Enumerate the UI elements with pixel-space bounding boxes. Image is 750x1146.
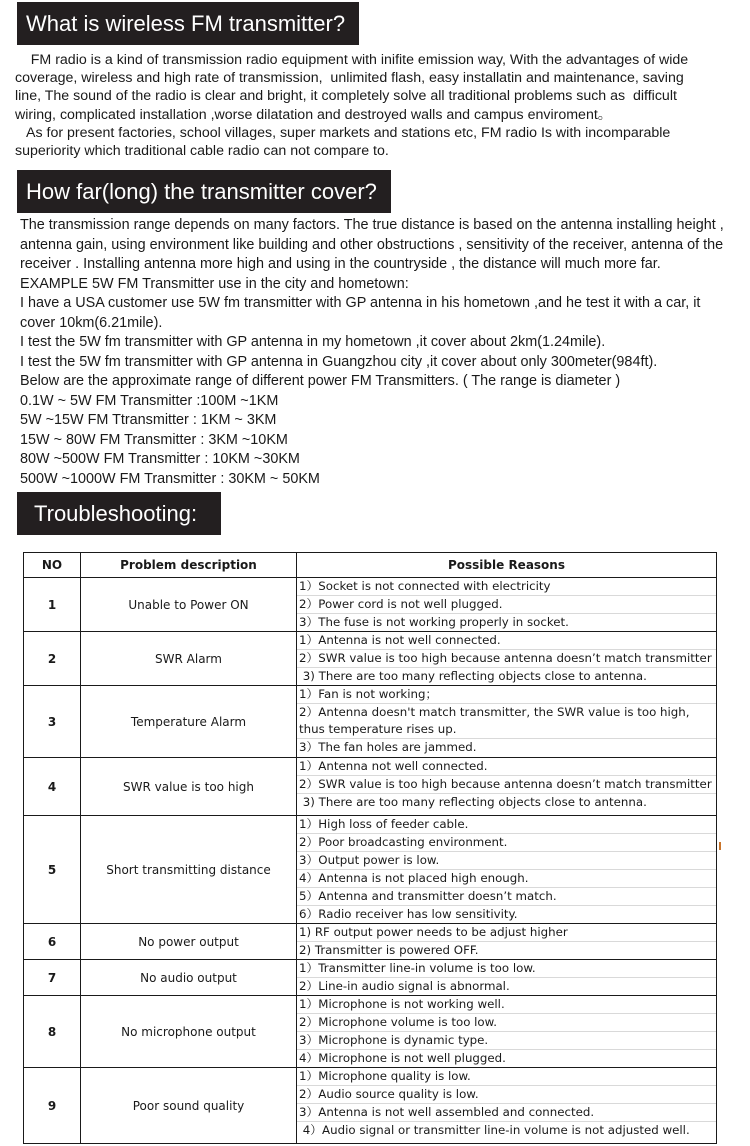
row-number: 2 bbox=[24, 632, 81, 686]
text-line: Below are the approximate range of different power FM Transmitters. ( The range is diameter ) bbox=[20, 373, 621, 389]
possible-reasons bbox=[297, 996, 717, 1068]
problem-description: No power output bbox=[81, 924, 297, 960]
table-row bbox=[24, 996, 717, 1068]
reason-item: 2）SWR value is too high because antenna doesn’t match transmitter bbox=[297, 776, 716, 794]
reason-item: 2）Power cord is not well plugged. bbox=[297, 596, 716, 614]
reason-item: 3) There are too many reflecting objects close to antenna. bbox=[299, 669, 647, 683]
reason-item: 4）Audio signal or transmitter line-in volume is not adjusted well. bbox=[299, 1123, 690, 1137]
stray-mark bbox=[719, 842, 721, 850]
text-line: The transmission range depends on many factors. The true distance is based on the antenna installing height , bbox=[20, 217, 724, 233]
text-line: wiring, complicated installation ,worse dilatation and destroyed walls and campus enviroment。 bbox=[15, 106, 612, 123]
text-line: antenna gain, using environment like building and other obstructions , sensitivity of the receiver, antenna of the bbox=[20, 236, 724, 253]
reason-item: 1）Microphone is not working well. bbox=[297, 996, 716, 1014]
possible-reasons bbox=[297, 960, 717, 996]
possible-reasons bbox=[297, 632, 717, 686]
reason-item: 2）Audio source quality is low. bbox=[297, 1086, 716, 1104]
text-line: 15W ~ 80W FM Transmitter : 3KM ~10KM bbox=[20, 431, 288, 448]
reason-item: 1）Transmitter line-in volume is too low. bbox=[297, 960, 716, 978]
row-number: 5 bbox=[24, 816, 81, 924]
possible-reasons bbox=[297, 758, 717, 816]
text-line: EXAMPLE 5W FM Transmitter use in the city and hometown: bbox=[20, 275, 409, 292]
reason-item: 3）The fan holes are jammed. bbox=[299, 740, 477, 754]
coverage-paragraph bbox=[20, 216, 724, 489]
text-line: receiver . Installing antenna more high and using in the countryside , the distance will much more far. bbox=[20, 256, 661, 272]
text-line: I test the 5W fm transmitter with GP antenna in Guangzhou city ,it cover about only 300meter(984ft). bbox=[20, 353, 658, 370]
text-line: I test the 5W fm transmitter with GP antenna in my hometown ,it cover about 2km(1.24mile). bbox=[20, 334, 606, 350]
problem-description: No audio output bbox=[81, 960, 297, 996]
header-problem: Problem description bbox=[81, 553, 297, 578]
text-line: 5W ~15W FM Ttransmitter : 1KM ~ 3KM bbox=[20, 412, 277, 428]
text-line: I have a USA customer use 5W fm transmitter with GP antenna in his hometown ,and he test it with a car, it bbox=[20, 295, 701, 311]
possible-reasons bbox=[297, 1068, 717, 1144]
troubleshooting-table bbox=[23, 552, 717, 1144]
problem-description: Temperature Alarm bbox=[81, 686, 297, 758]
problem-description: SWR Alarm bbox=[81, 632, 297, 686]
reason-item: 3）Output power is low. bbox=[297, 852, 716, 870]
table-row bbox=[24, 1068, 717, 1144]
table-row bbox=[24, 960, 717, 996]
text-line: 0.1W ~ 5W FM Transmitter :100M ~1KM bbox=[20, 392, 279, 409]
reason-item: 1) RF output power needs to be adjust higher bbox=[297, 924, 716, 942]
reason-item: 3）Antenna is not well assembled and connected. bbox=[297, 1104, 716, 1122]
possible-reasons bbox=[297, 924, 717, 960]
reason-item: 3）Microphone is dynamic type. bbox=[297, 1032, 716, 1050]
reason-item: 2）Antenna doesn't match transmitter, the SWR value is too high, thus temperature rises up. bbox=[297, 704, 716, 739]
text-line: cover 10km(6.21mile). bbox=[20, 314, 163, 331]
reason-item: 2）Line-in audio signal is abnormal. bbox=[299, 979, 510, 993]
reason-item: 1）Antenna is not well connected. bbox=[297, 632, 716, 650]
intro-paragraph bbox=[15, 51, 735, 160]
row-number: 6 bbox=[24, 924, 81, 960]
header-no: NO bbox=[24, 553, 81, 578]
section-heading-what-is: What is wireless FM transmitter? bbox=[17, 2, 359, 45]
problem-description: SWR value is too high bbox=[81, 758, 297, 816]
row-number: 9 bbox=[24, 1068, 81, 1144]
reason-item: 1）High loss of feeder cable. bbox=[297, 816, 716, 834]
reason-item: 6）Radio receiver has low sensitivity. bbox=[299, 907, 518, 921]
reason-item: 1）Antenna not well connected. bbox=[297, 758, 716, 776]
reason-item: 2）SWR value is too high because antenna doesn’t match transmitter bbox=[297, 650, 716, 668]
reason-item: 2）Poor broadcasting environment. bbox=[297, 834, 716, 852]
text-line: coverage, wireless and high rate of transmission, unlimited flash, easy installatin and maintenance, saving bbox=[15, 70, 684, 87]
table-row bbox=[24, 578, 717, 632]
section-heading-troubleshooting: Troubleshooting: bbox=[17, 492, 221, 535]
table-row bbox=[24, 758, 717, 816]
section-heading-coverage: How far(long) the transmitter cover? bbox=[17, 170, 391, 213]
reason-item: 3) There are too many reflecting objects close to antenna. bbox=[299, 795, 647, 809]
table-header-row bbox=[24, 553, 717, 578]
table-row bbox=[24, 924, 717, 960]
reason-item: 4）Microphone is not well plugged. bbox=[299, 1051, 506, 1065]
reason-item: 1）Socket is not connected with electricity bbox=[297, 578, 716, 596]
text-line: As for present factories, school villages, super markets and stations etc, FM radio Is with incomparable bbox=[15, 124, 671, 141]
possible-reasons bbox=[297, 686, 717, 758]
table-row bbox=[24, 686, 717, 758]
row-number: 8 bbox=[24, 996, 81, 1068]
reason-item: 1）Microphone quality is low. bbox=[297, 1068, 716, 1086]
problem-description: Short transmitting distance bbox=[81, 816, 297, 924]
row-number: 3 bbox=[24, 686, 81, 758]
row-number: 4 bbox=[24, 758, 81, 816]
problem-description: Unable to Power ON bbox=[81, 578, 297, 632]
possible-reasons bbox=[297, 816, 717, 924]
row-number: 7 bbox=[24, 960, 81, 996]
header-reasons: Possible Reasons bbox=[297, 553, 717, 578]
row-number: 1 bbox=[24, 578, 81, 632]
reason-item: 2) Transmitter is powered OFF. bbox=[299, 943, 479, 957]
problem-description: No microphone output bbox=[81, 996, 297, 1068]
problem-description: Poor sound quality bbox=[81, 1068, 297, 1144]
reason-item: 5）Antenna and transmitter doesn’t match. bbox=[297, 888, 716, 906]
text-line: 500W ~1000W FM Transmitter : 30KM ~ 50KM bbox=[20, 470, 320, 487]
text-line: FM radio is a kind of transmission radio equipment with inifite emission way, With the advantages of wide bbox=[15, 52, 689, 68]
reason-item: 3）The fuse is not working properly in socket. bbox=[299, 615, 569, 629]
reason-item: 2）Microphone volume is too low. bbox=[297, 1014, 716, 1032]
possible-reasons bbox=[297, 578, 717, 632]
reason-item: 4）Antenna is not placed high enough. bbox=[297, 870, 716, 888]
text-line: 80W ~500W FM Transmitter : 10KM ~30KM bbox=[20, 451, 300, 467]
text-line: superiority which traditional cable radio can not compare to. bbox=[15, 143, 389, 160]
text-line: line, The sound of the radio is clear and bright, it completely solve all traditional problems such as difficult bbox=[15, 88, 677, 105]
reason-item: 1）Fan is not working； bbox=[297, 686, 716, 704]
table-row bbox=[24, 632, 717, 686]
table-row bbox=[24, 816, 717, 924]
